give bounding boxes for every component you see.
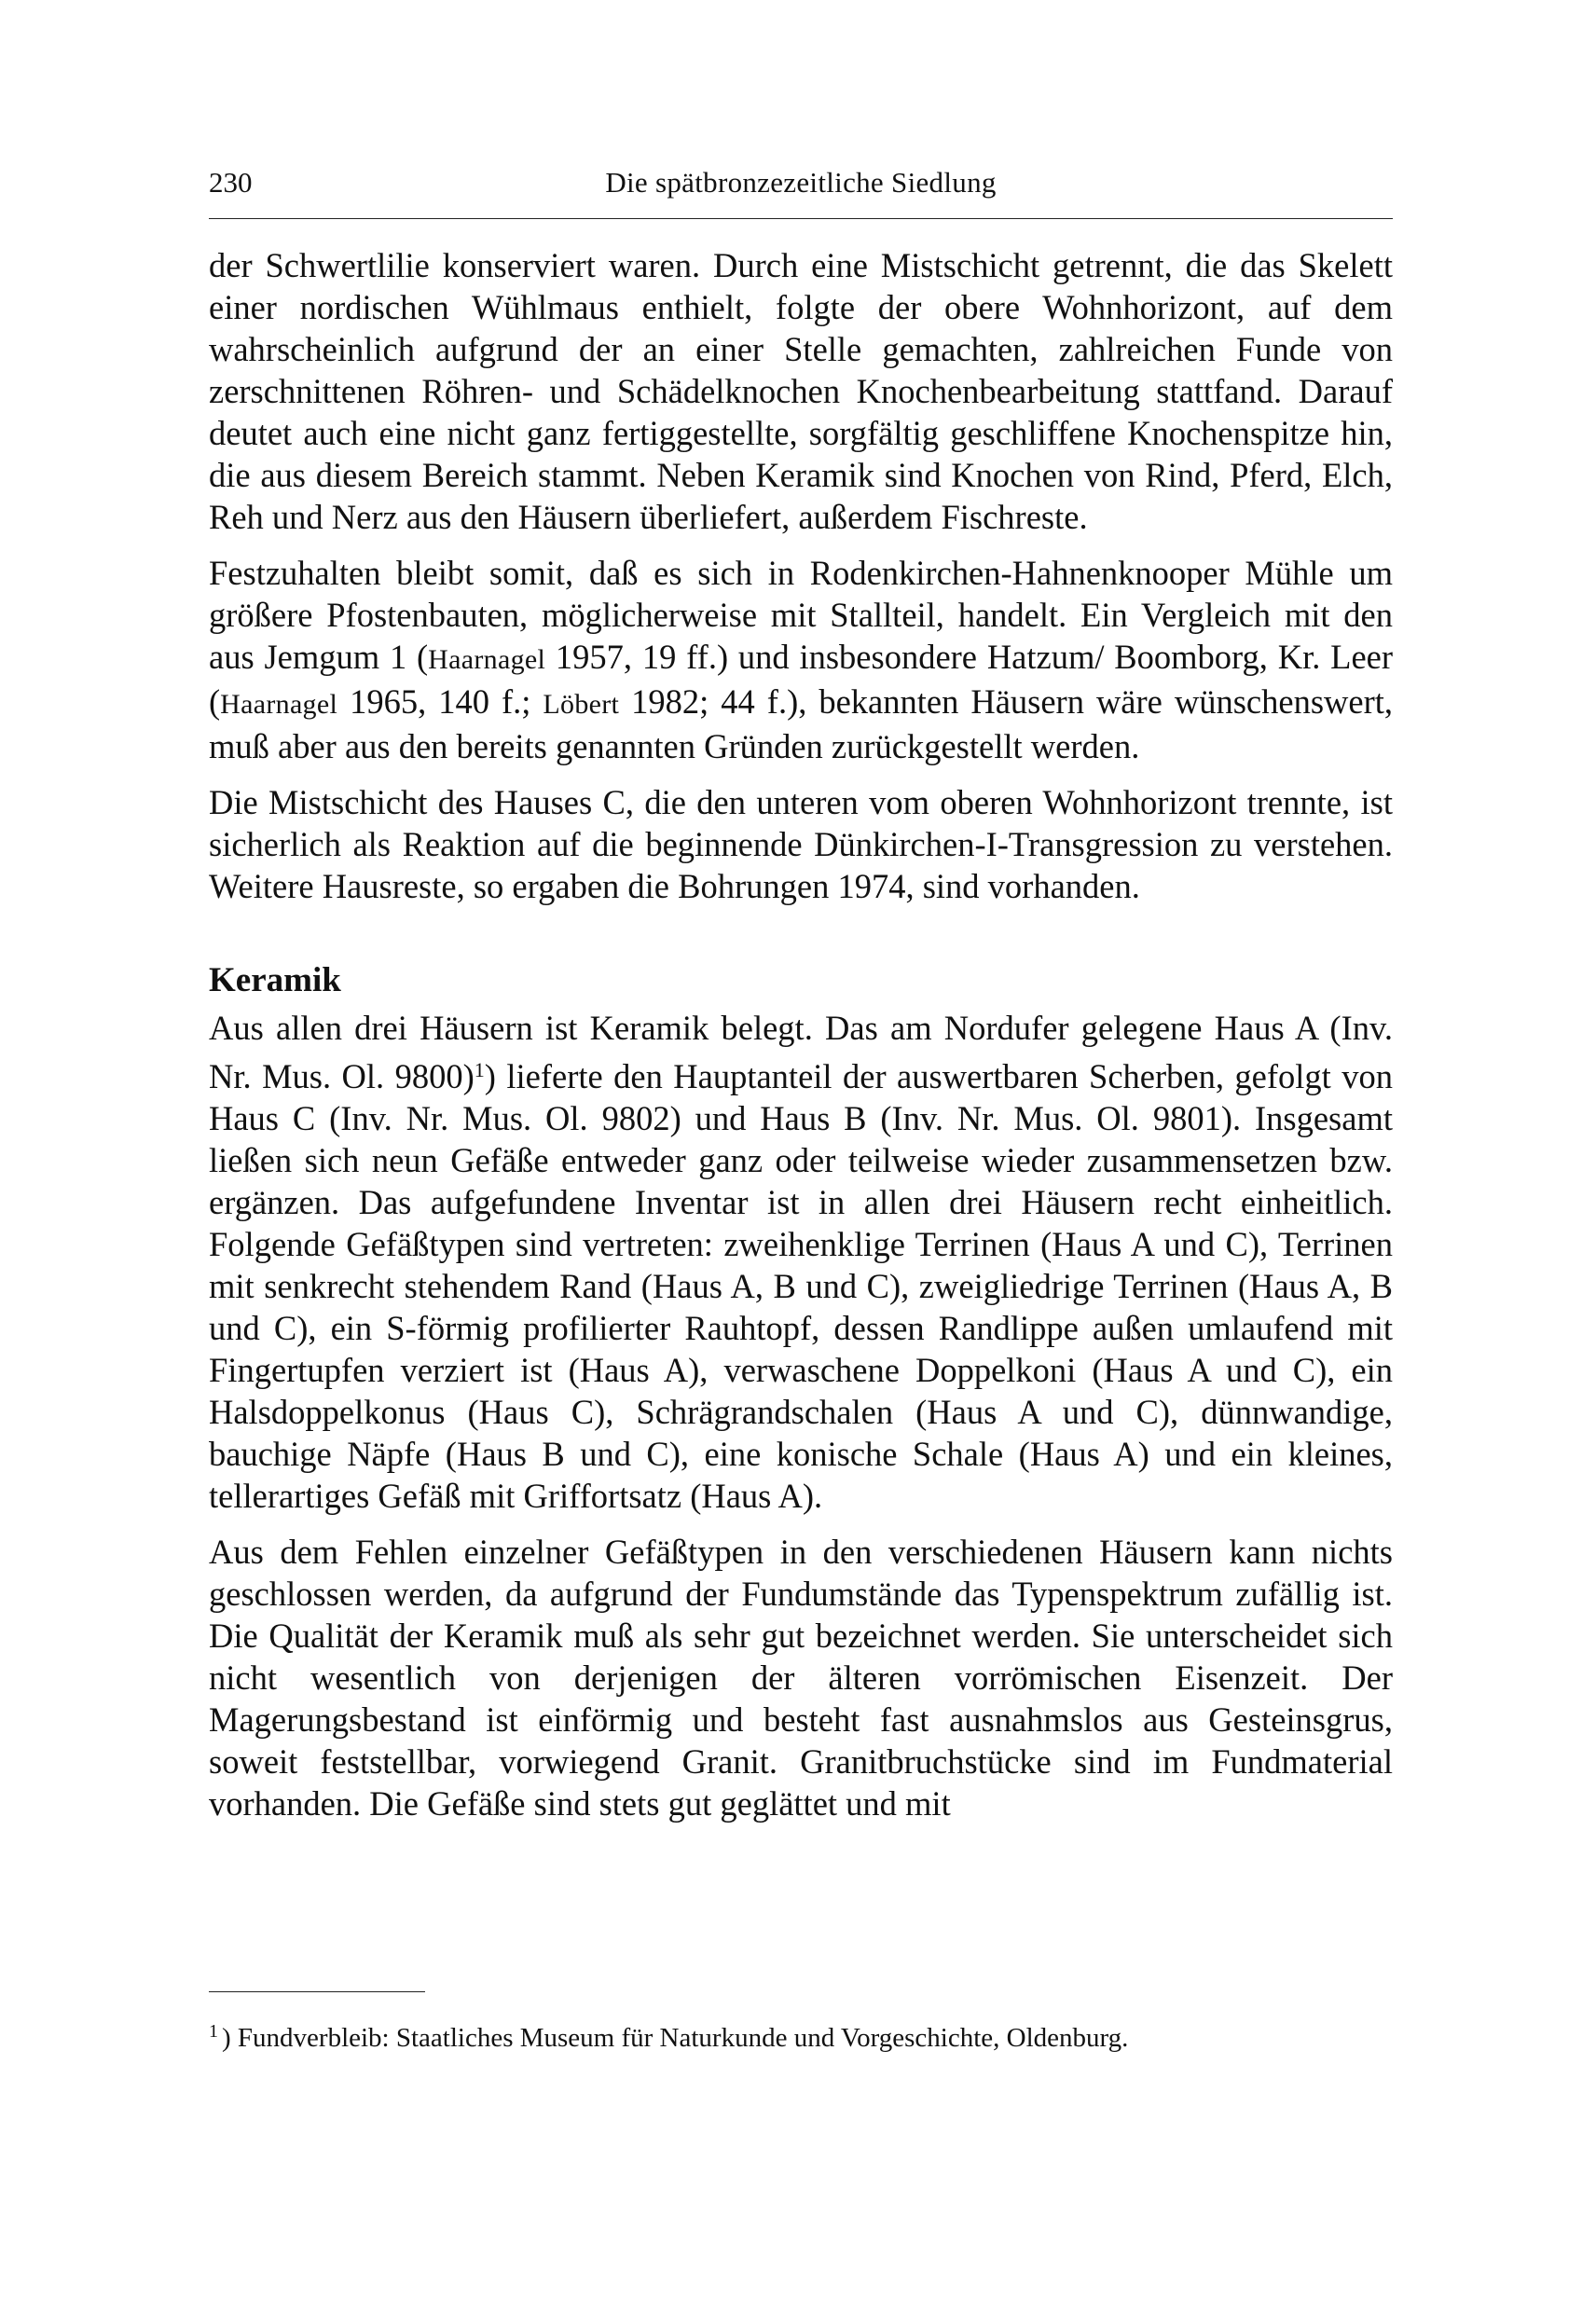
paragraph-1: der Schwertlilie konserviert waren. Durch eine Mistschicht getrennt, die das Skelett einer nordischen Wühlmaus enthielt, folgte der obere Wohnhorizont, auf dem wahrscheinlich aufgrund der an einer Stelle gemachten, zahlreichen Funde von zerschnittenen Röhren- und Schädelknochen Knochenbearbeitung stattfand. Darauf deutet auch eine nicht ganz fertiggestellte, sorgfältig geschliffene Knochenspitze hin, die aus diesem Bereich stammt. Neben Keramik sind Knochen von Rind, Pferd, Elch, Reh und Nerz aus den Häusern überliefert, außerdem Fischreste.: [209, 246, 1393, 536]
paragraph-4-text-a: Aus allen drei Häusern ist Keramik belegt. Das am Nordufer gelegene Haus A (Inv. Nr. Mus. Ol. 9800): [209, 1009, 1393, 1095]
footnote-marker: 1: [209, 2021, 218, 2042]
paragraph-2-text-c: 1965, 140 f.;: [337, 682, 543, 721]
footnote-text: ) Fundverbleib: Staatliches Museum für Naturkunde und Vorgeschichte, Oldenburg.: [222, 2023, 1129, 2053]
running-title: Die spätbronzezeitliche Siedlung: [605, 166, 997, 199]
paragraph-3: Die Mistschicht des Hauses C, die den unteren vom oberen Wohnhorizont trennte, ist sicherlich als Reaktion auf die beginnende Dünkirchen-I-Transgression zu verstehen. Weitere Hausreste, so ergaben die Bohrungen 1974, sind vorhanden.: [209, 783, 1393, 905]
header-rule: [209, 218, 1393, 219]
body-text: [209, 244, 1393, 1838]
page-header: [209, 166, 1393, 207]
citation-author-haarnagel-2: Haarnagel: [220, 689, 338, 720]
citation-author-haarnagel-1: Haarnagel: [428, 644, 546, 675]
section-heading: Keramik: [209, 961, 341, 999]
page-number: 230: [209, 166, 253, 199]
paragraph-2-text-a: Festzuhalten bleibt somit, daß es sich in Rodenkirchen-Hahnenknooper Mühle um größere Pfostenbauten, möglicherweise mit Stallteil, handelt. Ein Vergleich mit den aus Jemgum 1 (: [209, 554, 1393, 676]
footnote: [209, 2014, 1393, 2056]
paragraph-4-text-b: ) lieferte den Hauptanteil der auswertbaren Scherben, gefolgt von Haus C (Inv. Nr. Mus. Ol. 9802) und Haus B (Inv. Nr. Mus. Ol. 9801). Insgesamt ließen sich neun Gefäße entweder ganz oder teilweise wieder zusammensetzen bzw. ergänzen. Das aufgefundene Inventar ist in allen drei Häusern recht einheitlich. Folgende Gefäßtypen sind vertreten: zweihenklige Terrinen (Haus A und C), Terrinen mit senkrecht stehendem Rand (Haus A, B und C), zweigliedrige Terrinen (Haus A, B und C), ein S-förmig profilierter Rauhtopf, dessen Randlippe außen umlaufend mit Fingertupfen verziert ist (Haus A), verwaschene Doppelkoni (Haus A und C), ein Halsdoppelkonus (Haus C), Schrägrandschalen (Haus A und C), dünnwandige, bauchige Näpfe (Haus B und C), eine konische Schale (Haus A) und ein kleines, tellerartiges Gefäß mit Griffortsatz (Haus A).: [209, 1057, 1393, 1515]
paragraph-4: [209, 1007, 1393, 1517]
footnote-reference: 1: [474, 1058, 485, 1081]
footnote-rule: [209, 1991, 425, 1992]
paragraph-2-text-b: 1957, 19 ff.) und insbesondere Hatzum/ Boomborg, Kr. Leer (: [209, 638, 1393, 721]
paragraph-2-text-d: 1982; 44 f.), bekannten Häusern wäre wünschenswert, muß aber aus den bereits genannten Gründen zurückgestellt werden.: [209, 682, 1393, 765]
paragraph-5: Aus dem Fehlen einzelner Gefäßtypen in den verschiedenen Häusern kann nichts geschlossen werden, da aufgrund der Fundumstände das Typenspektrum zufällig ist. Die Qualität der Keramik muß als sehr gut bezeichnet werden. Sie unterscheidet sich nicht wesentlich von derjenigen der älteren vorrömischen Eisenzeit. Der Magerungsbestand ist einförmig und besteht fast ausnahmslos aus Gesteinsgrus, soweit feststellbar, vorwiegend Granit. Granitbruchstücke sind im Fundmaterial vorhanden. Die Gefäße sind stets gut geglättet und mit: [209, 1533, 1393, 1823]
citation-author-loebert: Löbert: [543, 689, 620, 720]
paragraph-2: [209, 552, 1393, 767]
